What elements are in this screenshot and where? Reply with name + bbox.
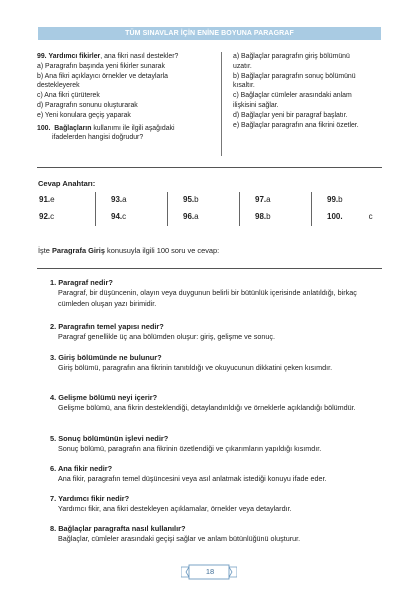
- qa-question: 3. Giriş bölümünde ne bulunur?: [50, 353, 162, 362]
- answer-key-letter: c: [368, 212, 373, 221]
- question-99-stem: [37, 52, 215, 62]
- qa-question: 1. Paragraf nedir?: [50, 278, 113, 287]
- answer-key-title: Cevap Anahtarı:: [38, 179, 96, 188]
- qa-answer: Gelişme bölümü, ana fikrin desteklendiği, detaylandırıldığı ve örneklerle açıklandığı bölümdür.: [58, 403, 356, 412]
- questions-left-column: [37, 52, 215, 143]
- qa-answer: Giriş bölümü, paragrafın ana fikrinin tanıtıldığı ve okuyucunun dikkatini çeken kısımdır.: [58, 363, 333, 372]
- answer-key-number: 91.: [39, 195, 51, 204]
- qa-question: 4. Gelişme bölümü neyi içerir?: [50, 393, 158, 402]
- qa-item: [50, 353, 385, 374]
- option-text: b) Bağlaçlar paragrafın sonuç bölümünü: [233, 72, 356, 80]
- question-number: 99.: [37, 53, 47, 60]
- qa-item: [50, 434, 385, 455]
- option-text: uzatır.: [233, 62, 252, 70]
- qa-question: 5. Sonuç bölümünün işlevi nedir?: [50, 434, 169, 443]
- answer-key-cell: [255, 209, 271, 225]
- answer-key-number: 92.: [39, 212, 51, 221]
- qa-answer: Paragraf genellikle üç ana bölümden oluşur: giriş, gelişme ve sonuç.: [58, 332, 275, 341]
- option-text: c) Ana fikri çürüterek: [37, 92, 100, 100]
- answer-key-number: 95.: [183, 195, 195, 204]
- intro-topic: Paragrafa Giriş: [51, 246, 105, 255]
- option-text: kısaltır.: [233, 82, 255, 90]
- option-text: a) Paragrafın başında yeni fikirler sunarak: [37, 62, 165, 70]
- question-text: ifadelerden hangisi doğrudur?: [52, 134, 144, 142]
- intro-prefix: İşte: [38, 246, 52, 255]
- answer-key-cell: [327, 209, 373, 225]
- question-keyword: Bağlaçların: [54, 124, 92, 132]
- answer-key-number: 100.: [327, 212, 343, 221]
- answer-key-letter: a: [194, 212, 199, 221]
- qa-answer: Paragraf, bir düşüncenin, olayın veya duygunun belirli bir bütünlük içerisinde anlatıldığı, birkaç cümleden oluşan yazı birimidir.: [58, 288, 357, 308]
- qa-answer: Sonuç bölümü, paragrafın ana fikrinin özetlendiği ve çıkarımların yapıldığı kısımdır.: [58, 444, 322, 453]
- page-header-title: TÜM SINAVLAR İÇİN ENİNE BOYUNA PARAGRAF: [38, 27, 381, 40]
- qa-item: [50, 278, 385, 309]
- qa-item: [50, 322, 385, 343]
- answer-key-cell: [39, 192, 55, 208]
- option-text: c) Bağlaçlar cümleler arasındaki anlam: [233, 92, 352, 100]
- option-text: b) Ana fikri açıklayıcı örnekler ve detaylarla: [37, 72, 168, 80]
- answer-key-cell: [183, 192, 199, 208]
- answer-key-letter: b: [194, 195, 199, 204]
- qa-question: 8. Bağlaçlar paragrafta nasıl kullanılır?: [50, 524, 186, 533]
- answer-key-cell: [255, 192, 271, 208]
- qa-answer: Ana fikir, paragrafın temel düşüncesini veya asıl anlatmak istediği konuyu ifade eder.: [58, 474, 327, 483]
- qa-answer: Bağlaçlar, cümleler arasındaki geçişi sağlar ve anlam bütünlüğünü oluşturur.: [58, 534, 301, 543]
- column-divider: [221, 52, 222, 156]
- answer-key-letter: a: [122, 195, 127, 204]
- answer-key-cell: [327, 192, 343, 208]
- option-text: a) Bağlaçlar paragrafın giriş bölümünü: [233, 53, 350, 60]
- option-text: d) Bağlaçlar yeni bir paragraf başlatır.: [233, 111, 348, 119]
- qa-item: [50, 464, 385, 485]
- answer-key-separator: [311, 192, 312, 226]
- option-text: ilişkisini sağlar.: [233, 101, 279, 109]
- answer-key-letter: c: [122, 212, 127, 221]
- question-text: , ana fikri nasıl destekler?: [100, 53, 179, 60]
- answer-key-separator: [239, 192, 240, 226]
- questions-right-column: [233, 52, 388, 130]
- question-100-stem: [37, 124, 215, 134]
- qa-item: [50, 494, 385, 515]
- question-number: 100.: [37, 124, 51, 132]
- section-divider: [37, 167, 382, 168]
- option-text: destekleyerek: [37, 82, 80, 90]
- qa-question: 2. Paragrafın temel yapısı nedir?: [50, 322, 164, 331]
- option-text: e) Yeni konulara geçiş yaparak: [37, 111, 131, 119]
- answer-key-number: 97.: [255, 195, 267, 204]
- answer-key-separator: [167, 192, 168, 226]
- answer-key-letter: b: [338, 195, 343, 204]
- option-text: e) Bağlaçlar paragrafın ana fikrini özetler.: [233, 121, 359, 129]
- answer-key-number: 99.: [327, 195, 339, 204]
- section-divider: [37, 268, 382, 269]
- intro-line: [38, 246, 219, 255]
- answer-key-letter: a: [266, 195, 271, 204]
- answer-key-cell: [111, 209, 126, 225]
- answer-key-letter: c: [50, 212, 55, 221]
- answer-key-cell: [39, 209, 54, 225]
- question-text: kullanımı ile ilgili aşağıdaki: [91, 124, 175, 132]
- qa-question: 6. Ana fikir nedir?: [50, 464, 113, 473]
- qa-question: 7. Yardımcı fikir nedir?: [50, 494, 130, 503]
- option-text: d) Paragrafın sonunu oluşturarak: [37, 101, 138, 109]
- questions-section: [37, 52, 387, 162]
- qa-item: [50, 524, 385, 545]
- question-keyword: Yardımcı fikirler: [48, 53, 101, 60]
- answer-key-letter: b: [266, 212, 271, 221]
- intro-suffix: konusuyla ilgili 100 soru ve cevap:: [104, 246, 220, 255]
- answer-key-number: 93.: [111, 195, 123, 204]
- qa-answer: Yardımcı fikir, ana fikri destekleyen açıklamalar, örnekler veya detaylardır.: [58, 504, 292, 513]
- answer-key-letter: e: [50, 195, 55, 204]
- answer-key-cell: [183, 209, 199, 225]
- answer-key-number: 94.: [111, 212, 123, 221]
- page-number: 18: [205, 567, 215, 576]
- answer-key-number: 96.: [183, 212, 195, 221]
- answer-key-cell: [111, 192, 127, 208]
- answer-key-grid: [37, 190, 390, 230]
- answer-key-separator: [95, 192, 96, 226]
- answer-key-number: 98.: [255, 212, 267, 221]
- qa-item: [50, 393, 385, 414]
